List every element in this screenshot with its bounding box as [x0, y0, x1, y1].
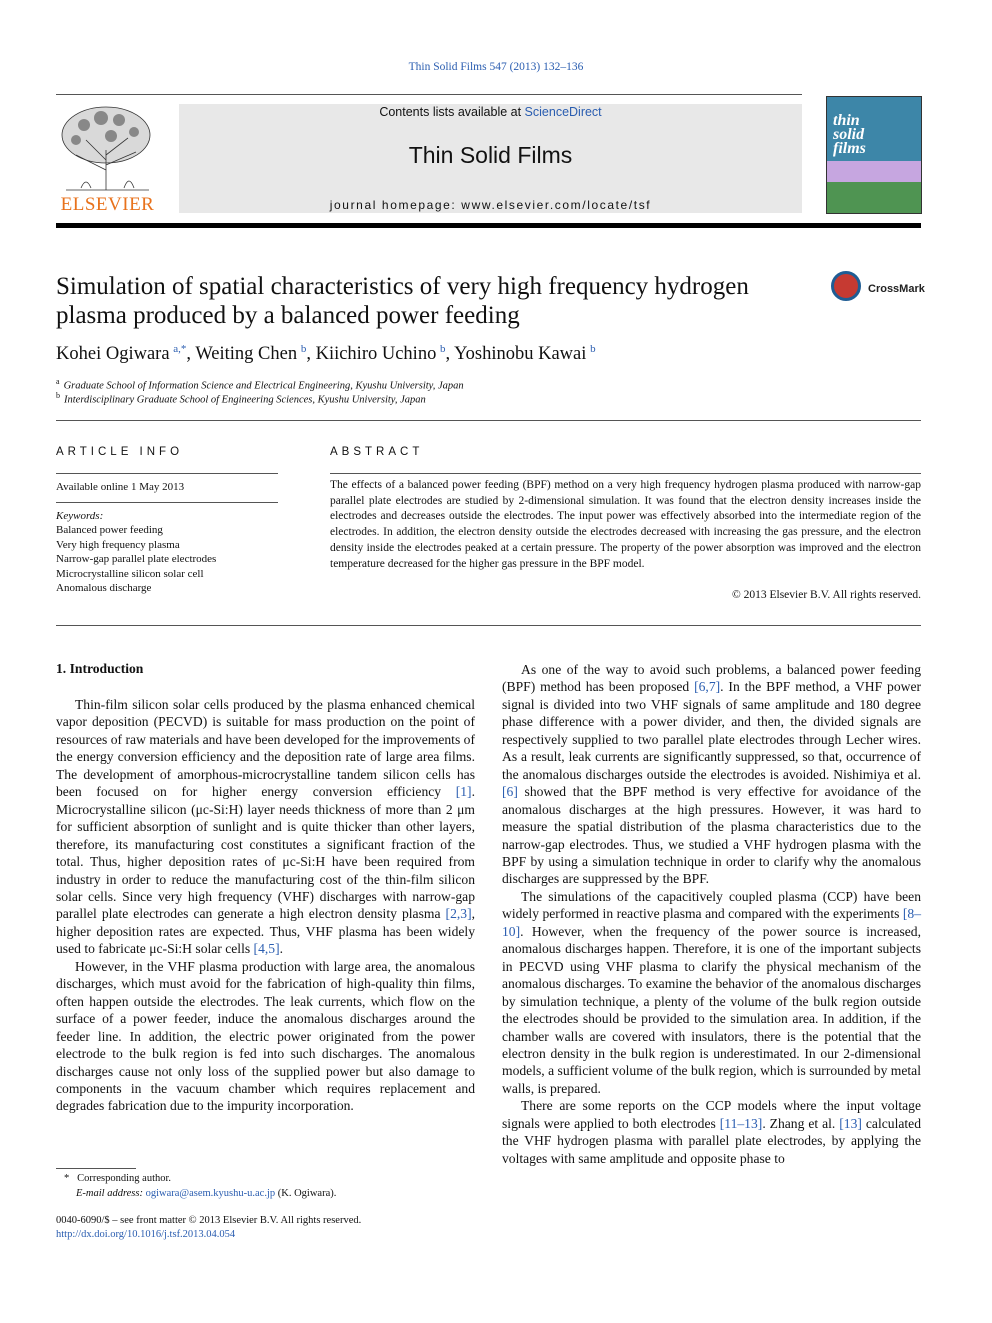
- affiliation-marker: a: [56, 377, 60, 386]
- abstract-rule: [330, 473, 921, 474]
- header-top-rule: [56, 94, 802, 95]
- email-label: E-mail address:: [76, 1188, 146, 1199]
- text-run: . In the BPF method, a VHF power signal is divided into two VHF signals of same amplitude and 180 degree phase difference with a power divider, and then, the divided signals are respectively supplied to two parallel plate electrodes through Lecher wires. As a result, leak currents are significantly suppressed, so that, occurrence of the anomalous discharges outside the electrodes is avoided. Nishimiya et al.: [502, 679, 922, 782]
- elsevier-logo: [56, 100, 159, 216]
- reference-link[interactable]: [6,7]: [694, 679, 721, 695]
- paragraph: [56, 696, 475, 958]
- article-info-rule: [56, 473, 278, 474]
- header-thick-rule: [56, 223, 921, 228]
- cover-band-lilac: [827, 161, 921, 182]
- journal-homepage[interactable]: journal homepage: www.elsevier.com/locate/tsf: [329, 198, 652, 212]
- email-link[interactable]: ogiwara@asem.kyushu-u.ac.jp: [145, 1188, 276, 1199]
- affiliation-text: Interdisciplinary Graduate School of Engineering Sciences, Kyushu University, Japan: [64, 394, 426, 406]
- crossmark-badge[interactable]: [830, 271, 925, 307]
- contents-line: [179, 105, 802, 119]
- text-run: . Zhang et al.: [762, 1115, 840, 1131]
- keywords-block: [56, 509, 216, 595]
- footnote-line: [56, 1171, 336, 1186]
- introduction-heading: 1. Introduction: [56, 661, 144, 676]
- paragraph: However, in the VHF plasma production with large area, the anomalous discharges, which must avoid for the fabrication of high-quality thin films, often happen outside the electrodes. The leak currents, which flow on the surface of a power feeder, induce the anomalous discharges around the feeder line. In addition, the electric power originated from the power electrode to the bulk region is fed into such discharges. The anomalous discharges cause not only loss of the supplied power but also damage to components in the vacuum chamber which requires replacement and degrades fabrication due to the impurity incorporation.: [56, 958, 475, 1114]
- abstract-bottom-rule: [56, 625, 921, 626]
- text-run: There are some reports on the CCP models where the input voltage signals were applied to both electrodes: [502, 1098, 921, 1131]
- text-run: Thin-film silicon solar cells produced by the plasma enhanced chemical vapor deposition (PECVD) is suitable for mass production on the point of resources of raw materials and have been developed for the improvements of the energy conversion efficiency and the deposition rate of large area films. The development of amorphous-microcrystalline tandem silicon cells has been focused on for higher energy conversion efficiency: [56, 697, 475, 800]
- author-separator: ,: [445, 344, 455, 365]
- affiliation-b: [56, 391, 426, 406]
- author-separator: ,: [306, 344, 316, 365]
- text-run: . However, when the frequency of the power source is increased, anomalous discharges happen. Therefore, it is one of the important subjects in PECVD using VHF plasma to clarify the physical mechanism of the anomalous discharges. To examine the behavior of the anomalous discharges by simulation technique, a plenty of the volume of the bulk region outside the electrodes should be provided to the simulation area. In addition, if the chamber walls are covered with insulators, there is the potential that the electron density in the bulk region is underestimated. In our 2-dimensional models, a sufficient volume of the bulk region, which is surrounded by metal walls, is prepared.: [502, 923, 921, 1096]
- author-name: Kiichiro Uchino: [315, 344, 437, 365]
- affiliation-a: [56, 377, 464, 392]
- reference-link[interactable]: [11–13]: [719, 1115, 763, 1131]
- reference-link[interactable]: [1]: [455, 784, 472, 800]
- text-run: As one of the way to avoid such problems, a balanced power feeding (BPF) method has been proposed: [502, 662, 921, 695]
- text-run: The simulations of the capacitively coupled plasma (CCP) have been widely performed in reactive plasma and compared with the experiments: [502, 888, 921, 922]
- affiliation-marker: b: [56, 391, 60, 400]
- author-name: Yoshinobu Kawai: [454, 344, 587, 365]
- reference-link[interactable]: [8–10]: [502, 906, 921, 939]
- doi-link[interactable]: http://dx.doi.org/10.1016/j.tsf.2013.04.054: [56, 1229, 236, 1240]
- footnote-star: *: [64, 1173, 70, 1184]
- journal-cover-thumbnail[interactable]: [826, 96, 922, 214]
- title-line-1: Simulation of spatial characteristics of very high frequency hydrogen: [56, 273, 749, 300]
- author-affiliation-marker[interactable]: b: [590, 343, 596, 355]
- reference-link[interactable]: [2,3]: [445, 906, 472, 922]
- issn-block: [56, 1214, 361, 1242]
- text-run: calculated the VHF hydrogen plasma with parallel plate electrodes, by applying the voltages with same amplitude and opposite phase to: [502, 1115, 921, 1166]
- cover-band-green: [827, 182, 921, 213]
- email-suffix: (K. Ogiwara).: [275, 1188, 337, 1199]
- reference-link[interactable]: [6]: [502, 784, 518, 800]
- corresponding-author-footnote: [56, 1171, 336, 1201]
- email-line: [56, 1186, 336, 1201]
- article-title: [56, 272, 796, 330]
- text-run: , higher deposition rates are expected. Thus, VHF plasma has been widely used to fabricate μc-Si:H solar cells: [56, 906, 475, 957]
- keyword-item: Very high frequency plasma: [56, 538, 180, 551]
- footnote-rule: [56, 1168, 136, 1169]
- keyword-item: Balanced power feeding: [56, 524, 163, 537]
- author-list: [56, 343, 596, 365]
- keyword-item: Anomalous discharge: [56, 582, 152, 595]
- text-run: . Microcrystalline silicon (μc-Si:H) layer needs thickness of more than 2 μm for sufficient absorption of sunlight and is quite thicker than other layers, therefore, its manufacturing cost constitutes a significant fraction of the total. Thus, higher deposition rates of μc-Si:H have been required from industry in order to reduce the manufacturing cost of the thin-film silicon solar cells. Since very high frequency (VHF) discharges with narrow-gap parallel plate electrodes can generate a high electron density plasma: [56, 784, 475, 922]
- text-run: .: [279, 941, 283, 957]
- affiliation-text: Graduate School of Information Science and Electrical Engineering, Kyushu University, Japan: [63, 380, 464, 392]
- body-column-left: [56, 696, 475, 1115]
- crossmark-icon: [831, 271, 861, 301]
- corresponding-label: Corresponding author.: [77, 1173, 172, 1184]
- elsevier-tree-icon: [56, 100, 159, 195]
- article-info-heading: ARTICLE INFO: [56, 446, 184, 458]
- available-online: Available online 1 May 2013: [56, 481, 185, 493]
- elsevier-wordmark: ELSEVIER: [60, 194, 155, 215]
- cover-title-line: solid: [833, 126, 865, 143]
- title-line-2: plasma produced by a balanced power feeding: [56, 302, 520, 329]
- reference-link[interactable]: [13]: [839, 1115, 862, 1131]
- text-run: showed that the BPF method is very effective for avoidance of the anomalous discharges at the high pressures. However, it was hard to measure the spatial distribution of the plasma characteristics due to the narrow-gap electrodes. Thus, we studied a VHF hydrogen plasma with the BPF by using a simulation technique in order to clarify why the anomalous discharges are suppressed by the BPF.: [502, 784, 921, 887]
- title-divider: [56, 420, 921, 421]
- keywords-rule: [56, 502, 278, 503]
- cover-title: [833, 114, 866, 156]
- author-separator: ,: [186, 344, 196, 365]
- issn-line: 0040-6090/$ – see front matter © 2013 Elsevier B.V. All rights reserved.: [56, 1215, 362, 1226]
- keyword-item: Narrow-gap parallel plate electrodes: [56, 553, 217, 566]
- journal-masthead: [179, 104, 802, 213]
- contents-prefix: Contents lists available at: [379, 105, 525, 119]
- author-affiliation-marker[interactable]: a,*: [173, 343, 187, 355]
- author-affiliation-marker[interactable]: b: [300, 343, 307, 355]
- author-name: Weiting Chen: [195, 344, 298, 365]
- crossmark-label: CrossMark: [868, 283, 925, 295]
- body-column-right: [502, 661, 921, 1167]
- journal-name: Thin Solid Films: [408, 142, 573, 168]
- sciencedirect-link[interactable]: ScienceDirect: [524, 105, 602, 119]
- abstract-copyright: © 2013 Elsevier B.V. All rights reserved.: [732, 589, 921, 601]
- paragraph: [502, 888, 921, 1097]
- author-name: Kohei Ogiwara: [56, 344, 170, 365]
- cover-title-line: films: [833, 140, 866, 157]
- keyword-item: Microcrystalline silicon solar cell: [56, 567, 204, 580]
- cover-title-line: thin: [833, 112, 860, 129]
- journal-citation[interactable]: Thin Solid Films 547 (2013) 132–136: [408, 61, 584, 73]
- paragraph: [502, 1097, 921, 1167]
- keywords-label: Keywords:: [56, 510, 104, 522]
- paragraph: [502, 661, 921, 888]
- abstract-text: The effects of a balanced power feeding (BPF) method on a very high frequency hydrogen plasma produced with narrow-gap parallel plate electrodes are studied by 2-dimensional simulation. It was found that the electron density increases inside the electrodes and decreases outside the electrodes. The input power was effectively absorbed into the intermediate region of the electrodes. In addition, the electron density outside the electrodes decreased with increasing the gas pressure, and the electron density inside the electrodes peaked at a certain pressure. The property of the power absorption was improved and the electron temperature decreased for the higher gas pressure in the BPF model.: [330, 479, 921, 570]
- abstract-heading: ABSTRACT: [330, 446, 424, 458]
- author-affiliation-marker[interactable]: b: [440, 343, 446, 355]
- reference-link[interactable]: [4,5]: [253, 941, 280, 957]
